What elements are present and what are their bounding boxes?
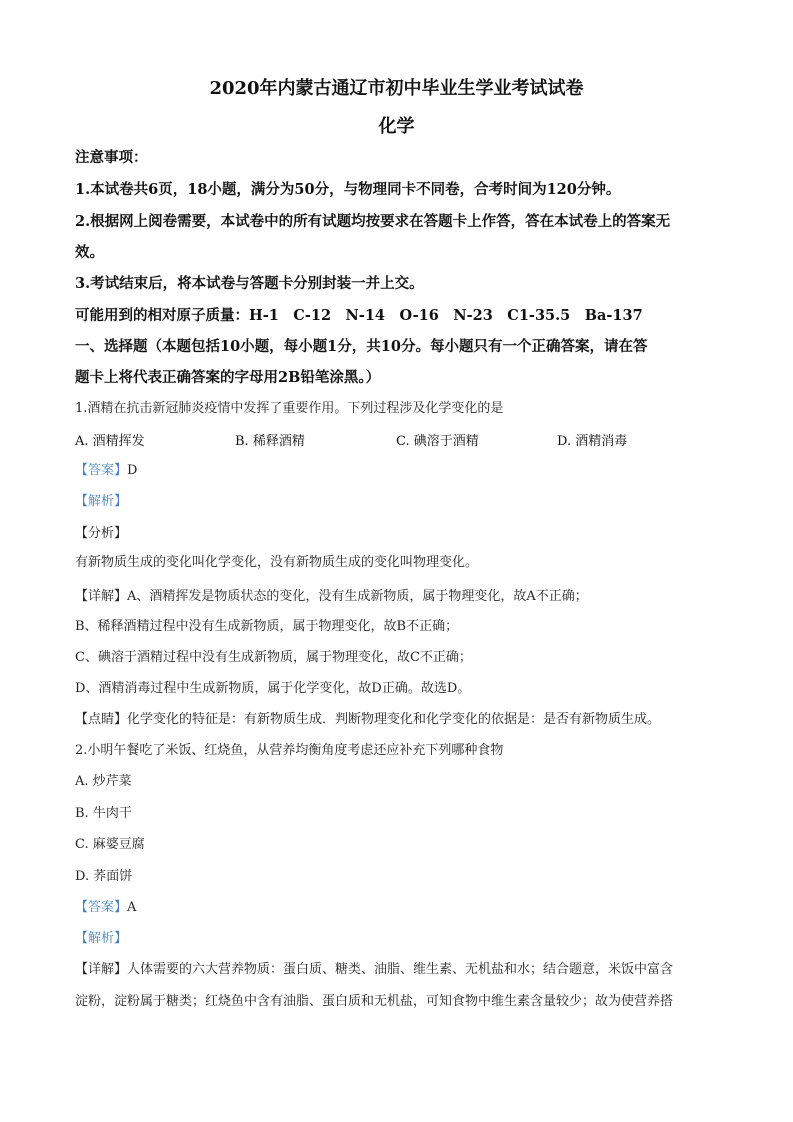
- option-c: C. 麻婆豆腐: [75, 837, 145, 852]
- tip-line: [75, 710, 660, 730]
- option-d: D. 酒精消毒: [557, 434, 628, 449]
- answer-label: 【答案】: [75, 463, 128, 478]
- fenxi-label: 【分析】: [75, 526, 128, 541]
- atomic-masses: 可能用到的相对原子质量：H-1 C-12 N-14 O-16 N-23 C1-35.5 Ba-137: [75, 307, 643, 324]
- option-a: A. 炒芹菜: [75, 774, 132, 789]
- tip-label: 【点睛】: [75, 712, 128, 727]
- option-b: B. 牛肉干: [75, 806, 132, 821]
- option-d: D. 荞面饼: [75, 869, 133, 884]
- detail-text: 人体需要的六大营养物质：蛋白质、糖类、油脂、维生素、无机盐和水；结合题意，米饭中富含: [127, 962, 674, 977]
- detail-line: C、碘溶于酒精过程中没有生成新物质，属于物理变化，故C不正确；: [75, 650, 472, 665]
- document-title: 2020年内蒙古通辽市初中毕业生学业考试试卷: [209, 78, 584, 99]
- detail-line: 淀粉，淀粉属于糖类；红烧鱼中含有油脂、蛋白质和无机盐，可知食物中维生素含量较少；故为使营养搭: [75, 994, 674, 1009]
- section-heading: 一、选择题（本题包括10小题，每小题1分，共10分。每小题只有一个正确答案，请在答: [75, 338, 648, 355]
- section-heading: 题卡上将代表正确答案的字母用2B铅笔涂黑。）: [75, 369, 381, 386]
- detail-line: D、酒精消毒过程中生成新物质，属于化学变化，故D正确。故选D。: [75, 681, 471, 696]
- subject-title: 化学: [378, 116, 415, 137]
- question-stem: 1.酒精在抗击新冠肺炎疫情中发挥了重要作用。下列过程涉及化学变化的是: [75, 401, 504, 416]
- answer-value: D: [127, 463, 138, 478]
- option-a: A. 酒精挥发: [75, 434, 145, 449]
- answer-line: [75, 898, 136, 918]
- question-stem: 2.小明午餐吃了米饭、红烧鱼，从营养均衡角度考虑还应补充下列哪种食物: [75, 743, 504, 758]
- option-b: B. 稀释酒精: [235, 434, 305, 449]
- answer-value: A: [127, 900, 137, 915]
- analysis-label: 【解析】: [75, 931, 128, 946]
- notice-item: 2.根据网上阅卷需要，本试卷中的所有试题均按要求在答题卡上作答，答在本试卷上的答案无: [75, 213, 671, 230]
- detail-line: B、稀释酒精过程中没有生成新物质，属于物理变化，故B不正确；: [75, 619, 459, 634]
- detail-text: A、酒精挥发是物质状态的变化，没有生成新物质，属于物理变化，故A不正确；: [127, 589, 588, 604]
- option-c: C. 碘溶于酒精: [396, 434, 479, 449]
- notice-item: 1.本试卷共6页，18小题，满分为50分，与物理同卡不同卷，合考时间为120分钟。: [75, 181, 621, 198]
- detail-label: 【详解】: [75, 962, 128, 977]
- notice-item: 效。: [75, 244, 104, 261]
- fenxi-text: 有新物质生成的变化叫化学变化，没有新物质生成的变化叫物理变化。: [75, 555, 479, 570]
- notice-item: 3.考试结束后，将本试卷与答题卡分别封装一并上交。: [75, 275, 424, 292]
- answer-label: 【答案】: [75, 900, 128, 915]
- detail-line: [75, 587, 588, 607]
- tip-text: 化学变化的特征是：有新物质生成．判断物理变化和化学变化的依据是：是否有新物质生成。: [127, 712, 661, 727]
- detail-label: 【详解】: [75, 589, 128, 604]
- analysis-label: 【解析】: [75, 494, 128, 509]
- detail-line: [75, 960, 673, 980]
- answer-line: [75, 461, 137, 481]
- notice-heading: 注意事项：: [75, 149, 148, 166]
